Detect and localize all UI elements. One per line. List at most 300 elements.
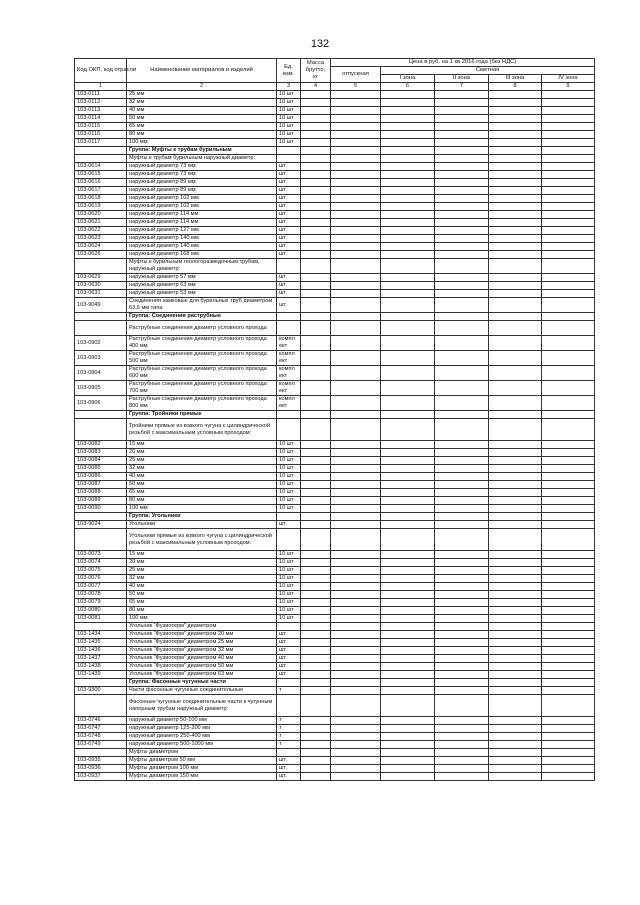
table-row [75, 449, 595, 457]
cell-release [331, 583, 381, 591]
cell-zone-2 [435, 465, 489, 473]
cell-release [331, 396, 381, 411]
cell-zone-3 [489, 219, 542, 227]
cell-code [75, 147, 127, 155]
cell-zone-1 [381, 107, 435, 115]
page-number: 132 [310, 38, 330, 50]
cell-release [331, 615, 381, 623]
cell-zone-3 [489, 473, 542, 481]
cell-zone-2 [435, 147, 489, 155]
cell-code: 103-0089 [75, 497, 127, 505]
group-header-row [75, 411, 595, 419]
table-row [75, 521, 595, 529]
cell-zone-3 [489, 227, 542, 235]
table-row [75, 123, 595, 131]
cell-mass [301, 679, 331, 687]
cell-zone-4 [542, 235, 595, 243]
cell-zone-2 [435, 655, 489, 663]
cell-code: 103-0937 [75, 773, 127, 781]
cell-zone-3 [489, 623, 542, 631]
cell-zone-2 [435, 282, 489, 290]
table-row [75, 773, 595, 781]
cell-zone-1 [381, 505, 435, 513]
cell-zone-1 [381, 655, 435, 663]
cell-unit [277, 411, 301, 419]
cell-release [331, 481, 381, 489]
cell-code [75, 155, 127, 163]
cell-zone-1 [381, 336, 435, 351]
cell-mass [301, 521, 331, 529]
cell-name: 80 мм [127, 131, 277, 139]
cell-zone-4 [542, 575, 595, 583]
cell-zone-2 [435, 366, 489, 381]
table-row [75, 551, 595, 559]
cell-name: 100 мм [127, 505, 277, 513]
cell-release [331, 741, 381, 749]
cell-zone-3 [489, 336, 542, 351]
cell-zone-2 [435, 757, 489, 765]
cell-zone-2 [435, 211, 489, 219]
cell-zone-1 [381, 366, 435, 381]
cell-unit: шт. [277, 647, 301, 655]
cell-zone-1 [381, 219, 435, 227]
cell-zone-2 [435, 123, 489, 131]
cell-release [331, 449, 381, 457]
cell-name: 20 мм [127, 559, 277, 567]
cell-zone-4 [542, 655, 595, 663]
cell-name: 15 мм [127, 441, 277, 449]
cell-zone-3 [489, 321, 542, 336]
cell-name: Муфты диаметром 150 мм [127, 773, 277, 781]
cell-mass [301, 457, 331, 465]
cell-zone-4 [542, 773, 595, 781]
cell-mass [301, 615, 331, 623]
cell-release [331, 551, 381, 559]
cell-code: 103-0622 [75, 227, 127, 235]
cell-name: Раструбные соединения диаметр условного прохода 500 мм [127, 351, 277, 366]
cell-zone-2 [435, 615, 489, 623]
cell-zone-2 [435, 717, 489, 725]
cell-mass [301, 243, 331, 251]
table-row [75, 639, 595, 647]
cell-zone-4 [542, 321, 595, 336]
cell-code [75, 411, 127, 419]
cell-code: 103-0116 [75, 131, 127, 139]
cell-zone-4 [542, 336, 595, 351]
cell-zone-3 [489, 559, 542, 567]
cell-unit: шт. [277, 195, 301, 203]
cell-zone-1 [381, 695, 435, 717]
subheading-text: Муфты к бурильным геологоразведочным трубам, наружный диаметр: [127, 259, 277, 274]
cell-name: Раструбные соединения диаметр условного прохода 400 мм [127, 336, 277, 351]
col-number: 9 [542, 83, 595, 91]
cell-code: 103-0117 [75, 139, 127, 147]
cell-code: 103-0618 [75, 195, 127, 203]
table-row [75, 655, 595, 663]
cell-zone-1 [381, 757, 435, 765]
cell-zone-2 [435, 171, 489, 179]
cell-name: Муфты диаметром 50 мм [127, 757, 277, 765]
cell-mass [301, 623, 331, 631]
cell-name: наружный диаметр 102 мм [127, 203, 277, 211]
cell-unit [277, 529, 301, 551]
cell-zone-1 [381, 203, 435, 211]
cell-name: наружный диаметр 250-400 мм [127, 733, 277, 741]
cell-zone-2 [435, 155, 489, 163]
table-row [75, 298, 595, 313]
cell-mass [301, 235, 331, 243]
cell-zone-4 [542, 91, 595, 99]
cell-zone-1 [381, 567, 435, 575]
cell-code [75, 419, 127, 441]
cell-mass [301, 366, 331, 381]
table-row [75, 717, 595, 725]
cell-unit: 10 шт. [277, 465, 301, 473]
cell-zone-3 [489, 607, 542, 615]
cell-zone-3 [489, 551, 542, 559]
cell-mass [301, 465, 331, 473]
cell-unit: 10 шт. [277, 599, 301, 607]
cell-code: 103-0626 [75, 251, 127, 259]
cell-code: 103-0746 [75, 717, 127, 725]
cell-zone-3 [489, 290, 542, 298]
cell-release [331, 489, 381, 497]
cell-zone-4 [542, 671, 595, 679]
table-row [75, 497, 595, 505]
cell-code: 103-0902 [75, 336, 127, 351]
cell-name: Угольник "Фузиотерм" диаметром 40 мм [127, 655, 277, 663]
cell-zone-4 [542, 733, 595, 741]
cell-zone-1 [381, 123, 435, 131]
cell-mass [301, 163, 331, 171]
cell-zone-4 [542, 741, 595, 749]
cell-code: 103-0081 [75, 615, 127, 623]
cell-name: наружный диаметр 127 мм [127, 227, 277, 235]
cell-code: 103-0077 [75, 583, 127, 591]
cell-zone-2 [435, 663, 489, 671]
table-row [75, 583, 595, 591]
subheading-row [75, 259, 595, 274]
cell-code: 103-1439 [75, 671, 127, 679]
cell-code: 103-0090 [75, 505, 127, 513]
cell-zone-4 [542, 639, 595, 647]
cell-zone-1 [381, 529, 435, 551]
cell-zone-3 [489, 695, 542, 717]
cell-name: 100 мм [127, 139, 277, 147]
cell-zone-4 [542, 631, 595, 639]
cell-release [331, 567, 381, 575]
cell-name: наружный диаметр 114 мм [127, 211, 277, 219]
cell-zone-3 [489, 282, 542, 290]
cell-code [75, 321, 127, 336]
cell-zone-2 [435, 381, 489, 396]
cell-name: Угольник "Фузиотерм" диаметром 20 мм [127, 631, 277, 639]
cell-release [331, 274, 381, 282]
cell-zone-1 [381, 647, 435, 655]
cell-zone-4 [542, 163, 595, 171]
cell-code [75, 695, 127, 717]
cell-zone-2 [435, 243, 489, 251]
cell-zone-2 [435, 313, 489, 321]
cell-zone-4 [542, 171, 595, 179]
cell-name: 65 мм [127, 489, 277, 497]
cell-unit: 10 шт. [277, 615, 301, 623]
cell-unit: 10 шт. [277, 551, 301, 559]
cell-name: 50 мм [127, 481, 277, 489]
cell-unit: шт. [277, 663, 301, 671]
subheading-text: Угольник "Фузиотерм" диаметром [127, 623, 277, 631]
cell-release [331, 663, 381, 671]
table-row [75, 171, 595, 179]
cell-zone-4 [542, 505, 595, 513]
cell-name: наружный диаметр 73 мм [127, 163, 277, 171]
cell-zone-4 [542, 203, 595, 211]
cell-unit: шт. [277, 671, 301, 679]
cell-unit: 10 шт. [277, 497, 301, 505]
cell-zone-2 [435, 513, 489, 521]
cell-unit: 10 шт. [277, 567, 301, 575]
cell-zone-2 [435, 631, 489, 639]
cell-unit: компл ект [277, 351, 301, 366]
cell-mass [301, 647, 331, 655]
cell-unit: 10 шт. [277, 449, 301, 457]
cell-zone-3 [489, 313, 542, 321]
cell-zone-4 [542, 457, 595, 465]
cell-zone-1 [381, 99, 435, 107]
cell-name: наружный диаметр 114 мм [127, 219, 277, 227]
cell-code: 103-0111 [75, 91, 127, 99]
cell-code: 103-1435 [75, 639, 127, 647]
cell-zone-2 [435, 235, 489, 243]
cell-release [331, 171, 381, 179]
cell-mass [301, 313, 331, 321]
cell-code: 103-0935 [75, 757, 127, 765]
cell-zone-4 [542, 298, 595, 313]
cell-unit: шт. [277, 187, 301, 195]
cell-zone-1 [381, 155, 435, 163]
cell-unit: 10 шт. [277, 99, 301, 107]
cell-zone-2 [435, 687, 489, 695]
cell-mass [301, 336, 331, 351]
cell-name: наружный диаметр 50-100 мм [127, 717, 277, 725]
cell-release [331, 123, 381, 131]
table-row [75, 336, 595, 351]
cell-mass [301, 725, 331, 733]
group-title: Группа: Угольники [127, 513, 277, 521]
cell-zone-3 [489, 259, 542, 274]
cell-mass [301, 489, 331, 497]
cell-name: наружный диаметр 500-1000 мм [127, 741, 277, 749]
cell-unit [277, 147, 301, 155]
cell-code [75, 313, 127, 321]
cell-mass [301, 583, 331, 591]
cell-zone-4 [542, 567, 595, 575]
table-row [75, 99, 595, 107]
subheading-row [75, 419, 595, 441]
cell-unit: 10 шт. [277, 457, 301, 465]
cell-zone-2 [435, 179, 489, 187]
cell-zone-3 [489, 481, 542, 489]
cell-zone-4 [542, 155, 595, 163]
cell-mass [301, 607, 331, 615]
cell-mass [301, 773, 331, 781]
cell-zone-3 [489, 765, 542, 773]
cell-code: 103-9049 [75, 298, 127, 313]
cell-unit: т [277, 741, 301, 749]
cell-name: Раструбные соединения диаметр условного прохода 700 мм [127, 381, 277, 396]
cell-mass [301, 195, 331, 203]
table-row [75, 575, 595, 583]
cell-unit: шт. [277, 227, 301, 235]
cell-release [331, 381, 381, 396]
cell-name: 25 мм [127, 457, 277, 465]
table-row [75, 290, 595, 298]
cell-code: 103-0113 [75, 107, 127, 115]
cell-release [331, 647, 381, 655]
cell-release [331, 115, 381, 123]
subheading-row [75, 321, 595, 336]
table-row [75, 473, 595, 481]
cell-zone-1 [381, 396, 435, 411]
cell-zone-4 [542, 583, 595, 591]
cell-release [331, 107, 381, 115]
cell-zone-2 [435, 521, 489, 529]
cell-release [331, 529, 381, 551]
cell-code: 103-0905 [75, 381, 127, 396]
cell-mass [301, 567, 331, 575]
cell-zone-1 [381, 559, 435, 567]
group-title: Группа: Соединения раструбные [127, 313, 277, 321]
cell-zone-2 [435, 733, 489, 741]
cell-mass [301, 411, 331, 419]
cell-zone-1 [381, 725, 435, 733]
cell-mass [301, 274, 331, 282]
cell-zone-2 [435, 203, 489, 211]
cell-code: 103-0074 [75, 559, 127, 567]
cell-code: 103-0073 [75, 551, 127, 559]
cell-zone-2 [435, 274, 489, 282]
cell-unit: шт. [277, 219, 301, 227]
group-header-row [75, 313, 595, 321]
cell-zone-3 [489, 591, 542, 599]
cell-zone-2 [435, 567, 489, 575]
table-row [75, 351, 595, 366]
cell-zone-3 [489, 351, 542, 366]
cell-unit [277, 749, 301, 757]
table-row [75, 274, 595, 282]
cell-zone-1 [381, 91, 435, 99]
cell-zone-4 [542, 607, 595, 615]
cell-mass [301, 733, 331, 741]
cell-code: 103-0082 [75, 441, 127, 449]
cell-unit: компл ект [277, 336, 301, 351]
subheading-text: Фасонные чугунные соединительные части к чугунным напорным трубам наружный диаметр: [127, 695, 277, 717]
cell-zone-1 [381, 765, 435, 773]
cell-mass [301, 282, 331, 290]
cell-zone-3 [489, 583, 542, 591]
cell-zone-3 [489, 203, 542, 211]
cell-name: наружный диаметр 63 мм [127, 282, 277, 290]
cell-code: 103-0619 [75, 203, 127, 211]
cell-code: 103-0620 [75, 211, 127, 219]
cell-zone-3 [489, 749, 542, 757]
cell-zone-3 [489, 615, 542, 623]
cell-name: Муфты диаметром 100 мм [127, 765, 277, 773]
cell-zone-3 [489, 497, 542, 505]
cell-zone-4 [542, 749, 595, 757]
col-header-zone-2: II зона [435, 75, 489, 83]
cell-zone-2 [435, 449, 489, 457]
cell-release [331, 91, 381, 99]
cell-release [331, 757, 381, 765]
cell-zone-2 [435, 298, 489, 313]
table-row [75, 115, 595, 123]
table-row [75, 489, 595, 497]
cell-mass [301, 123, 331, 131]
cell-name: Соединения замковые для бурильных труб диаметром 63,5 мм типа [127, 298, 277, 313]
cell-zone-1 [381, 274, 435, 282]
cell-code: 103-0749 [75, 741, 127, 749]
table-row [75, 187, 595, 195]
cell-unit: т [277, 733, 301, 741]
cell-name: 25 мм [127, 567, 277, 575]
table-row [75, 243, 595, 251]
cell-zone-4 [542, 123, 595, 131]
cell-zone-2 [435, 139, 489, 147]
cell-zone-1 [381, 449, 435, 457]
cell-unit: шт. [277, 203, 301, 211]
table-row [75, 381, 595, 396]
cell-release [331, 695, 381, 717]
cell-zone-2 [435, 695, 489, 717]
cell-zone-1 [381, 351, 435, 366]
group-title: Группа: Фасонные чугунные части [127, 679, 277, 687]
cell-name: 65 мм [127, 123, 277, 131]
cell-zone-1 [381, 671, 435, 679]
table-row [75, 396, 595, 411]
cell-release [331, 227, 381, 235]
cell-zone-2 [435, 741, 489, 749]
cell-zone-4 [542, 497, 595, 505]
cell-code: 103-1434 [75, 631, 127, 639]
cell-code: 103-0623 [75, 235, 127, 243]
cell-unit [277, 513, 301, 521]
cell-release [331, 623, 381, 631]
cell-release [331, 671, 381, 679]
cell-mass [301, 396, 331, 411]
cell-code: 103-0904 [75, 366, 127, 381]
cell-zone-2 [435, 227, 489, 235]
subheading-text: Муфты диаметром [127, 749, 277, 757]
table-row [75, 227, 595, 235]
cell-code: 103-0617 [75, 187, 127, 195]
cell-zone-3 [489, 163, 542, 171]
cell-zone-3 [489, 449, 542, 457]
table-row [75, 599, 595, 607]
table-row [75, 457, 595, 465]
cell-name: 40 мм [127, 473, 277, 481]
cell-code [75, 749, 127, 757]
subheading-text: Муфты к трубам бурильным наружный диаметр: [127, 155, 277, 163]
cell-mass [301, 765, 331, 773]
cell-mass [301, 227, 331, 235]
cell-unit: шт. [277, 765, 301, 773]
cell-release [331, 251, 381, 259]
cell-mass [301, 717, 331, 725]
table-row [75, 741, 595, 749]
cell-unit: 10 шт. [277, 115, 301, 123]
cell-zone-1 [381, 411, 435, 419]
